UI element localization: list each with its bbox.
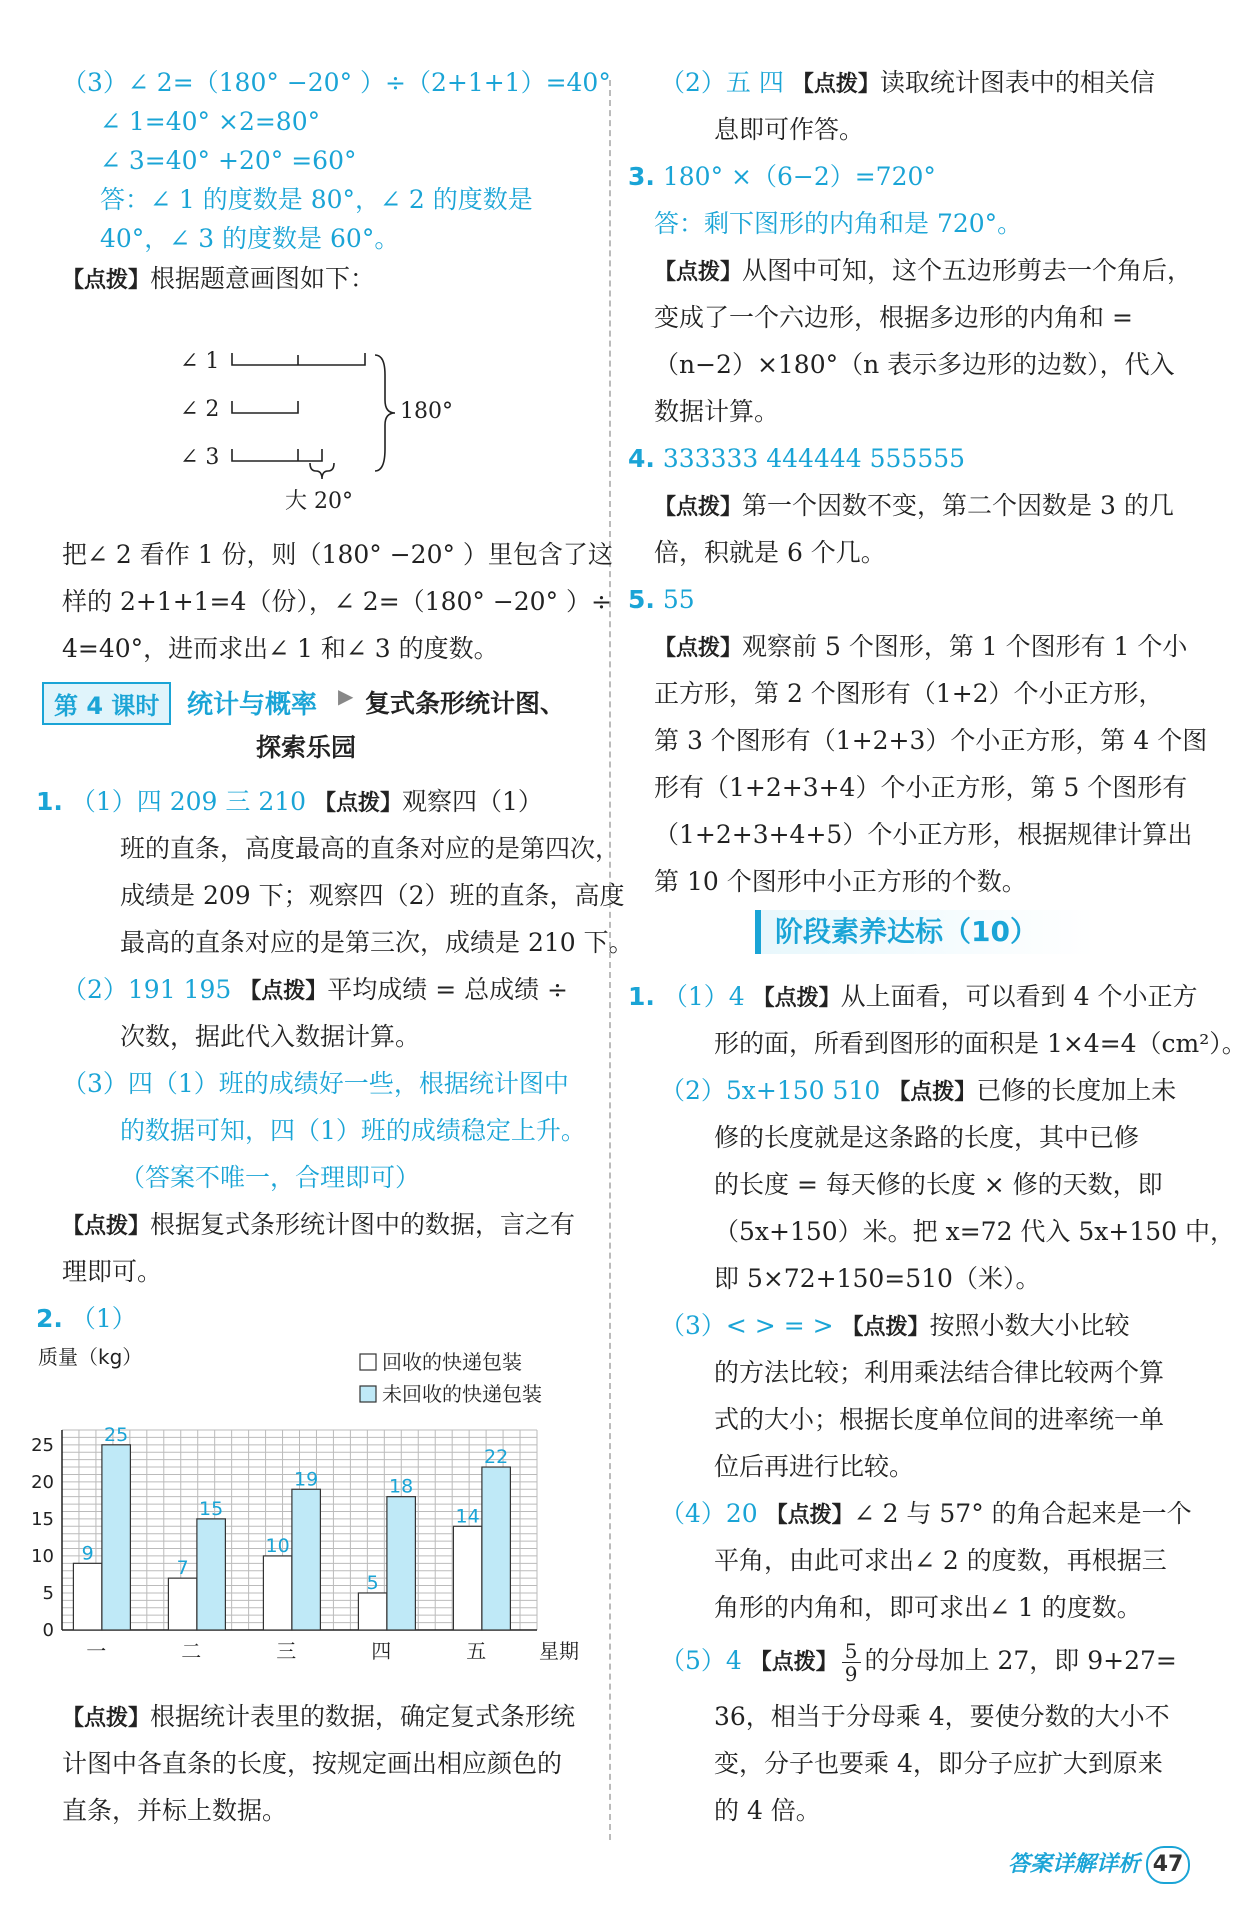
tip-tag: 【点拨】 bbox=[654, 495, 743, 520]
y-tick-label: 10 bbox=[31, 1545, 54, 1567]
bar-chart bbox=[30, 1340, 590, 1660]
tip-text: 观察四（1） bbox=[402, 787, 543, 816]
stage-banner: 阶段素养达标（10） bbox=[755, 910, 1095, 954]
answer-line bbox=[62, 973, 568, 1009]
tip-text: 根据题意画图如下： bbox=[150, 264, 376, 293]
arrow-icon: ▶ bbox=[338, 684, 354, 708]
tip-line bbox=[654, 254, 1192, 290]
y-tick-label: 20 bbox=[31, 1471, 54, 1493]
tip-line: 修的长度就是这条路的长度，其中已修 bbox=[714, 1123, 1140, 1152]
column-divider bbox=[609, 80, 611, 1840]
question-2 bbox=[36, 1302, 137, 1336]
tip-tag: 【点拨】 bbox=[62, 268, 151, 293]
legend-swatch bbox=[360, 1386, 376, 1402]
tip-line: 倍，积就是 6 个几。 bbox=[654, 538, 886, 567]
answer-line: （3）∠ 2=（180° −20° ）÷（2+1+1）=40° bbox=[62, 68, 611, 97]
answer-line: ∠ 1=40° ×2=80° bbox=[100, 107, 321, 136]
text-line: 把∠ 2 看作 1 份，则（180° −20° ）里包含了这 bbox=[62, 540, 613, 569]
text-line: 样的 2+1+1=4（份），∠ 2=（180° −20° ）÷ bbox=[62, 587, 612, 616]
tip-line: 第 3 个图形有（1+2+3）个小正方形，第 4 个图 bbox=[654, 726, 1208, 755]
tip-line: 的方法比较；利用乘法结合律比较两个算 bbox=[714, 1358, 1165, 1387]
bar-recycled bbox=[263, 1556, 292, 1630]
data-label: 10 bbox=[265, 1534, 290, 1557]
answer: （4）20 bbox=[660, 1499, 758, 1528]
bar-unrecycled bbox=[197, 1519, 226, 1630]
answer: （1）4 bbox=[662, 982, 745, 1011]
tip-text: 第一个因数不变，第二个因数是 3 的几 bbox=[742, 491, 1174, 520]
answer: 55 bbox=[662, 585, 695, 614]
tip-line: 形的面，所看到图形的面积是 1×4=4（cm²）。 bbox=[714, 1029, 1247, 1058]
y-tick-label: 5 bbox=[42, 1582, 54, 1604]
answer: （3）< > = > bbox=[660, 1311, 834, 1340]
tip-tag: 【点拨】 bbox=[62, 1214, 151, 1239]
x-tick-label: 五 bbox=[466, 1639, 487, 1660]
data-label: 5 bbox=[366, 1571, 379, 1594]
tip-line: 角形的内角和，即可求出∠ 1 的度数。 bbox=[714, 1593, 1142, 1622]
tip-tag: 【点拨】 bbox=[314, 791, 403, 816]
tip-text: 根据复式条形统计图中的数据，言之有 bbox=[150, 1210, 576, 1239]
answer: 180° ×（6−2）=720° bbox=[662, 162, 936, 191]
tip-tag: 【点拨】 bbox=[239, 979, 328, 1004]
angle-label: ∠ 1 bbox=[180, 349, 220, 374]
question-number: 2. bbox=[36, 1304, 63, 1333]
question-1 bbox=[36, 785, 543, 821]
tip-line: （n−2）×180°（n 表示多边形的边数），代入 bbox=[654, 350, 1175, 379]
tip-line bbox=[62, 1208, 575, 1244]
answer-line bbox=[660, 1497, 1192, 1533]
question-3 bbox=[628, 160, 936, 194]
answer: （5）4 bbox=[660, 1646, 742, 1675]
tip-line: 计图中各直条的长度，按规定画出相应颜色的 bbox=[62, 1749, 563, 1778]
answer: （2）五 四 bbox=[660, 68, 784, 97]
lesson-subtitle: 探索乐园 bbox=[256, 733, 357, 762]
tip-tag: 【点拨】 bbox=[841, 1315, 930, 1340]
tip-line: 数据计算。 bbox=[654, 397, 780, 426]
data-label: 18 bbox=[389, 1475, 414, 1498]
bar-unrecycled bbox=[102, 1445, 130, 1630]
answer-line: 答：∠ 1 的度数是 80°，∠ 2 的度数是 bbox=[100, 185, 533, 214]
tip-text: 从图中可知，这个五边形剪去一个角后， bbox=[742, 256, 1193, 285]
tip-line bbox=[654, 630, 1187, 666]
x-axis-title: 星期 bbox=[539, 1639, 579, 1660]
answer: 333333 444444 555555 bbox=[662, 444, 966, 473]
x-tick-label: 三 bbox=[276, 1639, 297, 1660]
tip-line: 变，分子也要乘 4，即分子应扩大到原来 bbox=[714, 1749, 1163, 1778]
tip-line: 息即可作答。 bbox=[714, 115, 865, 144]
tip-line: 变成了一个六边形，根据多边形的内角和 = bbox=[654, 303, 1133, 332]
data-label: 14 bbox=[455, 1505, 480, 1528]
answer-line bbox=[660, 1640, 1177, 1685]
y-tick-label: 0 bbox=[42, 1620, 54, 1641]
tip-line: 式的大小；根据长度单位间的进率统一单 bbox=[714, 1405, 1165, 1434]
tip-tag: 【点拨】 bbox=[62, 1706, 151, 1731]
tip-tag: 【点拨】 bbox=[765, 1503, 854, 1528]
answer-line: 的数据可知，四（1）班的成绩稳定上升。 bbox=[120, 1116, 586, 1145]
answer-line: （答案不唯一，合理即可） bbox=[120, 1163, 421, 1192]
tip-line: 的 4 倍。 bbox=[714, 1796, 821, 1825]
segment-diagram bbox=[170, 345, 470, 525]
data-label: 9 bbox=[81, 1542, 94, 1565]
answer: （2）191 195 bbox=[62, 975, 232, 1004]
tip-line: 直条，并标上数据。 bbox=[62, 1796, 288, 1825]
answer: （1） bbox=[70, 1304, 137, 1333]
tip-text: ∠ 2 与 57° 的角合起来是一个 bbox=[853, 1499, 1192, 1528]
x-tick-label: 一 bbox=[86, 1639, 107, 1660]
tip-line: 最高的直条对应的是第三次，成绩是 210 下。 bbox=[120, 928, 634, 957]
answer-line: ∠ 3=40° +20° =60° bbox=[100, 146, 357, 175]
bar-unrecycled bbox=[387, 1497, 416, 1630]
question-5 bbox=[628, 583, 695, 617]
legend-label: 未回收的快递包装 bbox=[382, 1382, 542, 1406]
lesson-title: 统计与概率 bbox=[187, 690, 318, 720]
answer-line: 答：剩下图形的内角和是 720°。 bbox=[654, 209, 1023, 238]
tip-line: 形有（1+2+3+4）个小正方形，第 5 个图形有 bbox=[654, 773, 1188, 802]
tip-text: 观察前 5 个图形，第 1 个图形有 1 个小 bbox=[742, 632, 1188, 661]
tip-line: 即 5×72+150=510（米）。 bbox=[714, 1264, 1041, 1293]
question-number: 5. bbox=[628, 585, 655, 614]
bar-unrecycled bbox=[482, 1467, 511, 1630]
question-number: 4. bbox=[628, 444, 655, 473]
tip-line: 班的直条，高度最高的直条对应的是第四次， bbox=[120, 834, 621, 863]
data-label: 19 bbox=[294, 1468, 319, 1491]
fraction bbox=[842, 1640, 861, 1685]
lesson-number: 第 4 课时 bbox=[42, 682, 171, 725]
tip-line bbox=[654, 489, 1174, 525]
tip-text: 从上面看，可以看到 4 个小正方 bbox=[840, 982, 1198, 1011]
tip-tag: 【点拨】 bbox=[654, 260, 743, 285]
answer-line bbox=[660, 1309, 1130, 1345]
y-tick-label: 15 bbox=[31, 1508, 54, 1530]
footer-title: 答案详解详析 bbox=[1007, 1852, 1140, 1877]
tip-line: 36，相当于分母乘 4，要使分数的大小不 bbox=[714, 1702, 1170, 1731]
tip-line: 的长度 = 每天修的长度 × 修的天数，即 bbox=[714, 1170, 1163, 1199]
tip-text: 的分母加上 27，即 9+27= bbox=[864, 1646, 1177, 1675]
answer-line bbox=[660, 66, 1155, 102]
question-4 bbox=[628, 442, 965, 476]
difference-label: 大 20° bbox=[285, 489, 353, 514]
bar-recycled bbox=[453, 1526, 482, 1630]
tip-tag: 【点拨】 bbox=[888, 1080, 977, 1105]
numerator: 5 bbox=[842, 1640, 861, 1663]
answer-line bbox=[660, 1074, 1176, 1110]
angle-label: ∠ 2 bbox=[180, 397, 220, 422]
tip-line: 理即可。 bbox=[62, 1257, 163, 1286]
data-label: 22 bbox=[484, 1446, 509, 1469]
y-axis-title: 质量（kg） bbox=[38, 1345, 143, 1369]
page-number: 47 bbox=[1146, 1846, 1190, 1884]
tip-line: 正方形，第 2 个图形有（1+2）个小正方形， bbox=[654, 679, 1164, 708]
data-label: 25 bbox=[104, 1423, 129, 1446]
text-line: 4=40°，进而求出∠ 1 和∠ 3 的度数。 bbox=[62, 634, 499, 663]
tip-line: 位后再进行比较。 bbox=[714, 1452, 915, 1481]
lesson-subtitle: 复式条形统计图、 bbox=[365, 689, 566, 718]
data-label: 7 bbox=[176, 1557, 189, 1580]
tip-line: （1+2+3+4+5）个小正方形，根据规律计算出 bbox=[654, 820, 1193, 849]
y-tick-label: 25 bbox=[31, 1434, 54, 1456]
denominator: 9 bbox=[844, 1662, 858, 1686]
tip-line bbox=[62, 1700, 575, 1736]
tip-tag: 【点拨】 bbox=[752, 986, 841, 1011]
tip-text: 根据统计表里的数据，确定复式条形统 bbox=[150, 1702, 576, 1731]
tip-line: 第 10 个图形中小正方形的个数。 bbox=[654, 867, 1027, 896]
tip-line: （5x+150）米。把 x=72 代入 5x+150 中， bbox=[714, 1217, 1235, 1246]
tip-tag: 【点拨】 bbox=[791, 72, 880, 97]
legend-swatch bbox=[360, 1354, 376, 1370]
x-tick-label: 二 bbox=[181, 1639, 202, 1660]
answer: （1）四 209 三 210 bbox=[70, 787, 307, 816]
tip-line bbox=[62, 262, 375, 298]
question-number: 1. bbox=[36, 787, 63, 816]
total-label: 180° bbox=[400, 399, 453, 424]
answer-line: （3）四（1）班的成绩好一些，根据统计图中 bbox=[62, 1069, 569, 1098]
tip-tag: 【点拨】 bbox=[749, 1650, 838, 1675]
question-number: 3. bbox=[628, 162, 655, 191]
question-number: 1. bbox=[628, 982, 655, 1011]
tip-line: 平角，由此可求出∠ 2 的度数，再根据三 bbox=[714, 1546, 1167, 1575]
tip-line: 成绩是 209 下；观察四（2）班的直条，高度 bbox=[120, 881, 625, 910]
tip-tag: 【点拨】 bbox=[654, 636, 743, 661]
x-tick-label: 四 bbox=[371, 1639, 392, 1660]
tip-text: 读取统计图表中的相关信 bbox=[879, 68, 1155, 97]
tip-text: 已修的长度加上未 bbox=[976, 1076, 1177, 1105]
answer: （2）5x+150 510 bbox=[660, 1076, 881, 1105]
answer-line: 40°，∠ 3 的度数是 60°。 bbox=[100, 224, 400, 253]
data-label: 15 bbox=[199, 1497, 224, 1520]
tip-text: 按照小数大小比较 bbox=[929, 1311, 1130, 1340]
bar-recycled bbox=[358, 1593, 387, 1630]
bar-unrecycled bbox=[292, 1489, 321, 1630]
legend-label: 回收的快递包装 bbox=[382, 1350, 522, 1374]
tip-line: 次数，据此代入数据计算。 bbox=[120, 1022, 421, 1051]
angle-label: ∠ 3 bbox=[180, 445, 220, 470]
bar-recycled bbox=[168, 1578, 197, 1630]
tip-text: 平均成绩 = 总成绩 ÷ bbox=[327, 975, 569, 1004]
stage-question-1 bbox=[628, 980, 1197, 1016]
page-footer bbox=[1008, 1846, 1190, 1884]
bar-recycled bbox=[73, 1563, 102, 1630]
